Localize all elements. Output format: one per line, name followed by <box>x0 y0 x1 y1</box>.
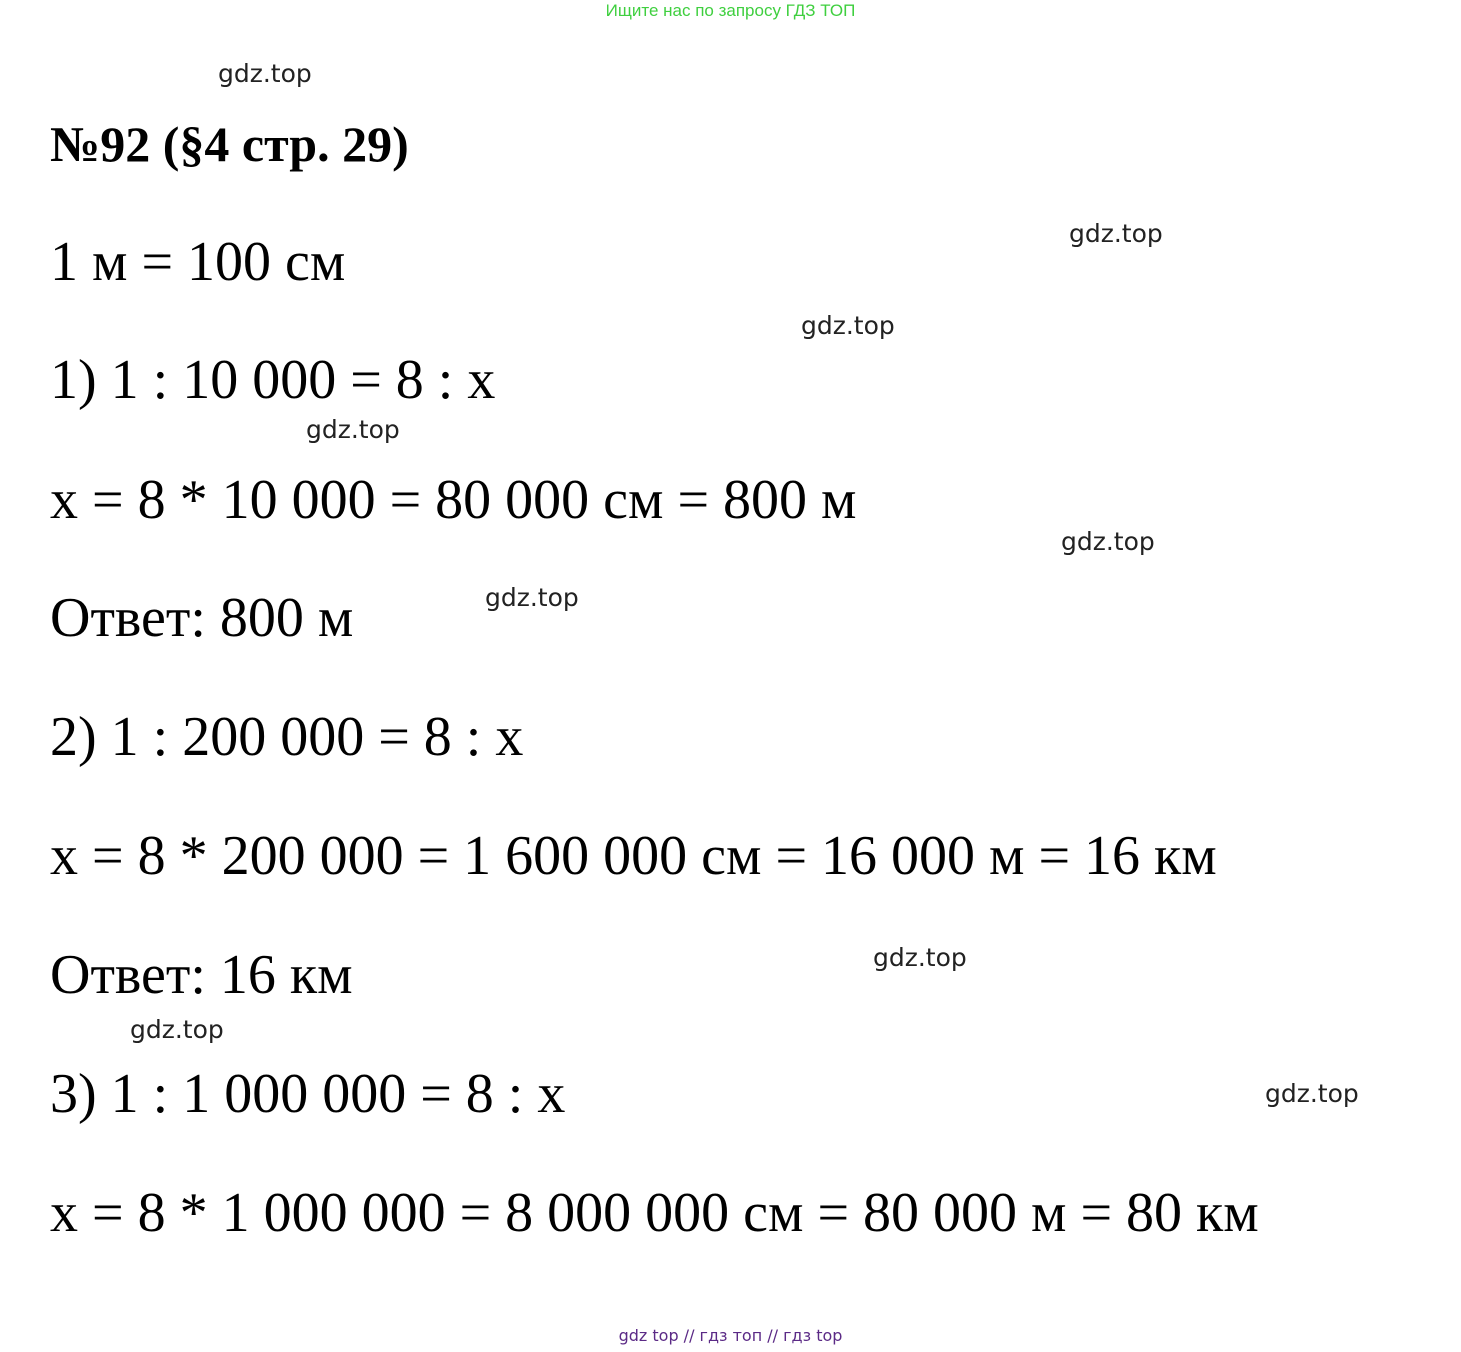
solution-line-proportion-1: 1) 1 : 10 000 = 8 : x <box>50 349 496 411</box>
solution-line-answer-2: Ответ: 16 км <box>50 944 353 1006</box>
solution-line-proportion-2: 2) 1 : 200 000 = 8 : x <box>50 706 524 768</box>
solution-line-answer-1: Ответ: 800 м <box>50 587 354 649</box>
problem-title: №92 (§4 стр. 29) <box>50 116 409 172</box>
watermark: gdz.top <box>873 943 967 972</box>
watermark: gdz.top <box>218 59 312 88</box>
watermark: gdz.top <box>306 415 400 444</box>
solution-line-calc-1: x = 8 * 10 000 = 80 000 см = 800 м <box>50 469 857 531</box>
footer-links[interactable]: gdz top // гдз топ // гдз top <box>618 1326 843 1345</box>
solution-line-calc-3: x = 8 * 1 000 000 = 8 000 000 см = 80 000 м = 80 км <box>50 1182 1259 1244</box>
watermark: gdz.top <box>1061 527 1155 556</box>
top-banner[interactable]: Ищите нас по запросу ГДЗ ТОП <box>605 1 856 20</box>
watermark: gdz.top <box>801 311 895 340</box>
watermark: gdz.top <box>1069 219 1163 248</box>
watermark: gdz.top <box>1265 1079 1359 1108</box>
solution-line-calc-2: x = 8 * 200 000 = 1 600 000 см = 16 000 м = 16 км <box>50 825 1217 887</box>
watermark: gdz.top <box>130 1015 224 1044</box>
solution-line-proportion-3: 3) 1 : 1 000 000 = 8 : x <box>50 1063 566 1125</box>
watermark: gdz.top <box>485 583 579 612</box>
solution-line-conversion: 1 м = 100 см <box>50 231 346 293</box>
